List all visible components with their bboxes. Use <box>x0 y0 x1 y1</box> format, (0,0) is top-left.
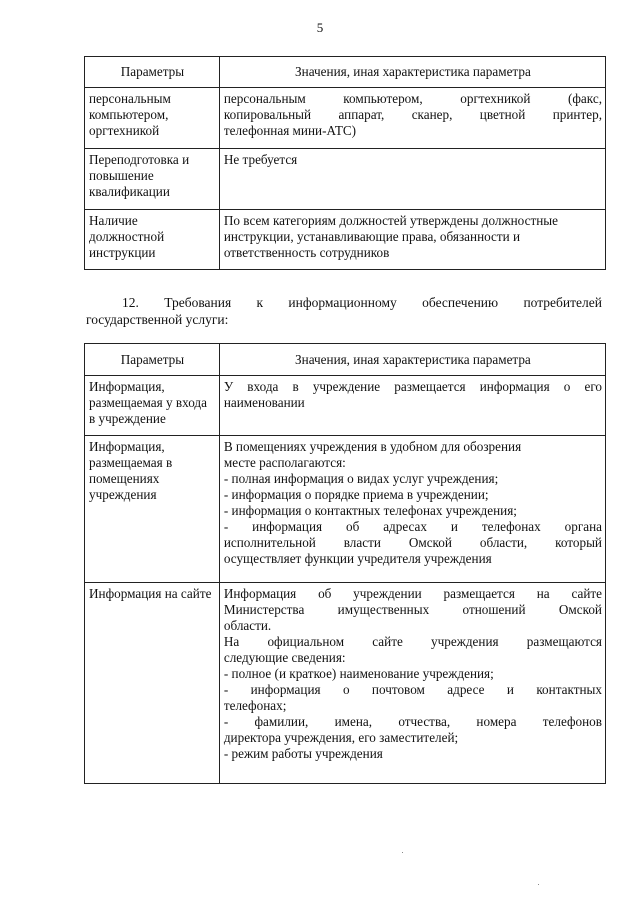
section-12-intro <box>86 294 602 328</box>
table-header-row <box>85 57 606 88</box>
cell-line: копировальный аппарат, сканер, цветной принтер, <box>223 107 602 122</box>
cell-line: - полное (и краткое) наименование учреждения; <box>223 666 494 681</box>
cell-line: наименовании <box>223 395 305 410</box>
cell-line: следующие сведения: <box>223 650 346 665</box>
cell-line: исполнительной власти Омской области, который <box>223 535 602 550</box>
row-value-cell <box>219 149 605 210</box>
cell-line: По всем категориям должностей утверждены должностные <box>223 213 558 228</box>
cell-line: - информация об адресах и телефонах органа <box>223 519 602 534</box>
cell-line: Информация, <box>89 379 165 394</box>
scan-speck <box>402 852 403 853</box>
cell-line: в учреждение <box>89 411 166 426</box>
row-value-cell <box>219 88 605 149</box>
row-parameter-cell <box>85 88 220 149</box>
table-header-row <box>85 344 606 376</box>
cell-line: Министерства имущественных отношений Омской <box>223 602 602 617</box>
cell-line: Информация об учреждении размещается на сайте <box>223 586 602 601</box>
cell-line: На официальном сайте учреждения размещаются <box>223 634 602 649</box>
cell-line: Не требуется <box>223 152 298 167</box>
cell-line: осуществляет функции учредителя учреждения <box>223 551 492 566</box>
cell-line: телефонная мини-АТС) <box>223 123 357 138</box>
table-row <box>85 210 606 270</box>
cell-line: ответственность сотрудников <box>223 245 390 260</box>
cell-line: - полная информация о видах услуг учреждения; <box>223 471 499 486</box>
row-parameter-cell <box>85 436 220 583</box>
cell-line: помещениях <box>89 471 160 486</box>
page-number: 5 <box>316 20 324 35</box>
cell-line: - информация о порядке приема в учреждении; <box>223 487 489 502</box>
cell-line: Наличие <box>89 213 138 228</box>
scan-speck <box>538 884 539 885</box>
header-values: Значения, иная характеристика параметра <box>219 57 605 88</box>
cell-line: - информация о контактных телефонах учреждения; <box>223 503 517 518</box>
cell-line: компьютером, <box>89 107 169 122</box>
row-parameter-cell <box>85 149 220 210</box>
table-row <box>85 376 606 436</box>
cell-line: области. <box>223 618 272 633</box>
cell-line: должностной <box>89 229 165 244</box>
cell-line: оргтехникой <box>89 123 160 138</box>
row-value-cell <box>219 210 605 270</box>
cell-line: - информация о почтовом адресе и контактных <box>223 682 602 697</box>
row-value-cell <box>219 376 605 436</box>
section-intro-line: 12. Требования к информационному обеспечению потребителей <box>122 295 602 310</box>
information-requirements-table <box>84 343 606 784</box>
staff-requirements-table <box>84 56 606 270</box>
cell-line: инструкции, устанавливающие права, обязанности и <box>223 229 521 244</box>
row-parameter-cell <box>85 583 220 784</box>
table-row <box>85 88 606 149</box>
cell-line: месте располагаются: <box>223 455 346 470</box>
header-values: Значения, иная характеристика параметра <box>219 344 605 376</box>
row-value-cell <box>219 583 605 784</box>
cell-line: квалификации <box>89 184 170 199</box>
cell-line: повышение <box>89 168 154 183</box>
cell-line: - режим работы учреждения <box>223 746 383 761</box>
cell-line: В помещениях учреждения в удобном для обозрения <box>223 439 522 454</box>
cell-line: У входа в учреждение размещается информация о его <box>223 379 602 394</box>
row-parameter-cell <box>85 210 220 270</box>
cell-line: размещаемая у входа <box>89 395 207 410</box>
cell-line: персональным компьютером, оргтехникой (факс, <box>223 91 602 106</box>
cell-line: Информация на сайте <box>89 586 212 601</box>
cell-line: телефонах; <box>223 698 287 713</box>
table-row <box>85 583 606 784</box>
cell-line: размещаемая в <box>89 455 173 470</box>
table-row <box>85 149 606 210</box>
table-row <box>85 436 606 583</box>
cell-line: директора учреждения, его заместителей; <box>223 730 459 745</box>
header-parameters: Параметры <box>85 57 220 88</box>
section-intro-line: государственной услуги: <box>86 312 229 327</box>
row-parameter-cell <box>85 376 220 436</box>
cell-line: Информация, <box>89 439 165 454</box>
cell-line: персональным <box>89 91 171 106</box>
cell-line: инструкции <box>89 245 156 260</box>
cell-line: учреждения <box>89 487 157 502</box>
header-parameters: Параметры <box>85 344 220 376</box>
cell-line: Переподготовка и <box>89 152 190 167</box>
row-value-cell <box>219 436 605 583</box>
cell-line: - фамилии, имена, отчества, номера телефонов <box>223 714 602 729</box>
